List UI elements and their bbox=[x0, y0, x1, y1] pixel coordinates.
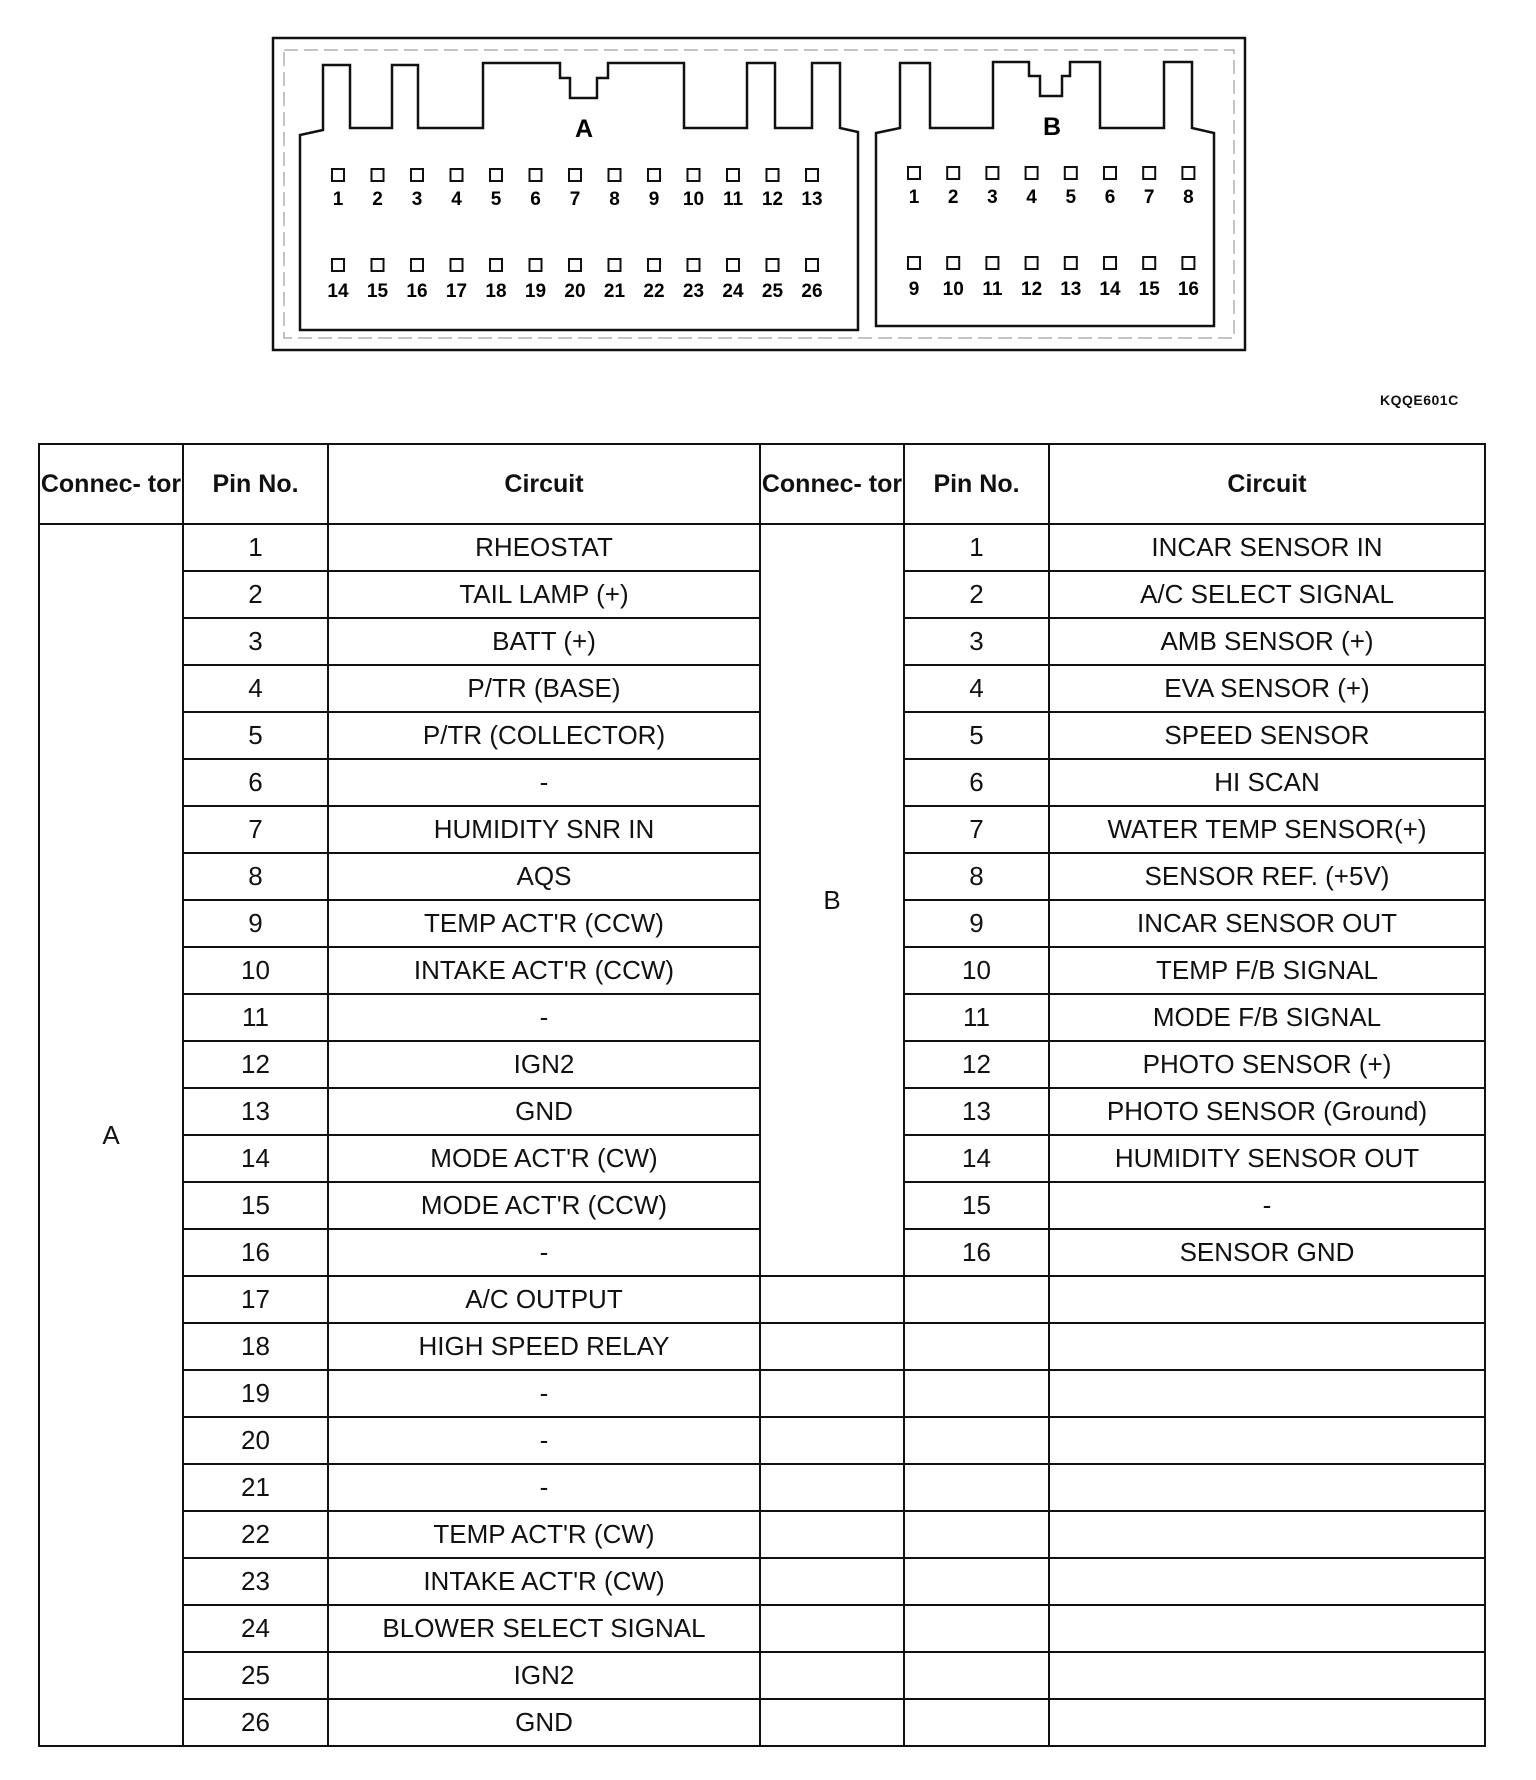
header-pin-b: Pin No. bbox=[904, 444, 1049, 524]
pin-b-cell: 3 bbox=[904, 618, 1049, 665]
empty-cell bbox=[760, 1323, 904, 1370]
circuit-a-cell: P/TR (COLLECTOR) bbox=[328, 712, 760, 759]
pin-number-label: 21 bbox=[603, 281, 626, 302]
circuit-a-cell: P/TR (BASE) bbox=[328, 665, 760, 712]
circuit-b-cell: INCAR SENSOR IN bbox=[1049, 524, 1485, 571]
empty-cell bbox=[904, 1464, 1049, 1511]
circuit-b-cell: PHOTO SENSOR (+) bbox=[1049, 1041, 1485, 1088]
pin-number-label: 2 bbox=[947, 187, 959, 208]
table-row bbox=[39, 1699, 1485, 1746]
pin-b-cell: 8 bbox=[904, 853, 1049, 900]
pin-socket bbox=[947, 167, 959, 179]
empty-cell bbox=[904, 1417, 1049, 1464]
pin-socket bbox=[986, 257, 998, 269]
table-row bbox=[39, 1652, 1485, 1699]
pin-number-label: 12 bbox=[761, 189, 784, 210]
pin-socket bbox=[648, 169, 660, 181]
pin-number-label: 9 bbox=[908, 279, 920, 300]
pin-socket bbox=[767, 259, 779, 271]
pin-number-label: 14 bbox=[327, 281, 349, 302]
circuit-a-cell: - bbox=[328, 759, 760, 806]
pin-number-label: 23 bbox=[682, 281, 705, 302]
pin-number-label: 20 bbox=[564, 281, 586, 302]
pin-b-cell: 9 bbox=[904, 900, 1049, 947]
header-connector-a: Connec- tor bbox=[39, 444, 183, 524]
pin-socket bbox=[1065, 167, 1077, 179]
circuit-a-cell: BLOWER SELECT SIGNAL bbox=[328, 1605, 760, 1652]
circuit-a-cell: HIGH SPEED RELAY bbox=[328, 1323, 760, 1370]
pin-number-label: 6 bbox=[1104, 187, 1116, 208]
empty-cell bbox=[904, 1511, 1049, 1558]
circuit-b-cell: EVA SENSOR (+) bbox=[1049, 665, 1485, 712]
pin-a-cell: 16 bbox=[183, 1229, 328, 1276]
pin-socket bbox=[451, 169, 463, 181]
pin-number-label: 11 bbox=[722, 189, 744, 210]
pin-table bbox=[38, 443, 1486, 1747]
pin-b-cell: 11 bbox=[904, 994, 1049, 1041]
pin-socket bbox=[490, 169, 502, 181]
circuit-a-cell: IGN2 bbox=[328, 1652, 760, 1699]
pin-socket bbox=[372, 259, 384, 271]
empty-cell bbox=[760, 1558, 904, 1605]
circuit-b-cell: TEMP F/B SIGNAL bbox=[1049, 947, 1485, 994]
pin-socket bbox=[569, 259, 581, 271]
pin-socket bbox=[1104, 167, 1116, 179]
pin-number-label: 13 bbox=[801, 189, 823, 210]
pin-b-cell: 16 bbox=[904, 1229, 1049, 1276]
pin-a-cell: 7 bbox=[183, 806, 328, 853]
pin-number-label: 5 bbox=[490, 189, 502, 210]
pin-socket bbox=[767, 169, 779, 181]
empty-cell bbox=[760, 1370, 904, 1417]
circuit-a-cell: - bbox=[328, 994, 760, 1041]
pin-a-cell: 2 bbox=[183, 571, 328, 618]
pin-socket bbox=[908, 167, 920, 179]
pin-a-cell: 12 bbox=[183, 1041, 328, 1088]
empty-cell bbox=[1049, 1511, 1485, 1558]
circuit-a-cell: GND bbox=[328, 1699, 760, 1746]
circuit-a-cell: A/C OUTPUT bbox=[328, 1276, 760, 1323]
pin-number-label: 12 bbox=[1021, 279, 1043, 300]
connector-a-cell: A bbox=[39, 524, 183, 1746]
connector-a-label: A bbox=[574, 115, 594, 143]
pin-number-label: 9 bbox=[648, 189, 660, 210]
pin-a-cell: 14 bbox=[183, 1135, 328, 1182]
pin-socket bbox=[332, 259, 344, 271]
pin-socket bbox=[727, 169, 739, 181]
pin-a-cell: 11 bbox=[183, 994, 328, 1041]
circuit-a-cell: MODE ACT'R (CCW) bbox=[328, 1182, 760, 1229]
table-row bbox=[39, 1323, 1485, 1370]
pin-a-cell: 19 bbox=[183, 1370, 328, 1417]
table-row bbox=[39, 1558, 1485, 1605]
pin-socket bbox=[411, 259, 423, 271]
empty-cell bbox=[1049, 1652, 1485, 1699]
empty-cell bbox=[904, 1323, 1049, 1370]
pin-socket bbox=[569, 169, 581, 181]
header-circuit-b: Circuit bbox=[1049, 444, 1485, 524]
pin-socket bbox=[332, 169, 344, 181]
pin-b-cell: 12 bbox=[904, 1041, 1049, 1088]
empty-cell bbox=[760, 1276, 904, 1323]
circuit-b-cell: HUMIDITY SENSOR OUT bbox=[1049, 1135, 1485, 1182]
header-pin-a: Pin No. bbox=[183, 444, 328, 524]
pin-socket bbox=[372, 169, 384, 181]
pin-number-label: 16 bbox=[406, 281, 428, 302]
pin-a-cell: 22 bbox=[183, 1511, 328, 1558]
circuit-b-cell: HI SCAN bbox=[1049, 759, 1485, 806]
pin-socket bbox=[806, 259, 818, 271]
pin-socket bbox=[1143, 257, 1155, 269]
pin-number-label: 14 bbox=[1099, 279, 1121, 300]
empty-cell bbox=[1049, 1370, 1485, 1417]
pin-number-label: 24 bbox=[722, 281, 744, 302]
circuit-b-cell: WATER TEMP SENSOR(+) bbox=[1049, 806, 1485, 853]
circuit-a-cell: TEMP ACT'R (CW) bbox=[328, 1511, 760, 1558]
circuit-a-cell: IGN2 bbox=[328, 1041, 760, 1088]
pin-socket bbox=[908, 257, 920, 269]
pin-number-label: 22 bbox=[643, 281, 665, 302]
pin-number-label: 3 bbox=[411, 189, 423, 210]
circuit-a-cell: RHEOSTAT bbox=[328, 524, 760, 571]
pin-number-label: 5 bbox=[1065, 187, 1077, 208]
pin-number-label: 10 bbox=[682, 189, 705, 210]
pin-a-cell: 18 bbox=[183, 1323, 328, 1370]
circuit-a-cell: BATT (+) bbox=[328, 618, 760, 665]
empty-cell bbox=[1049, 1605, 1485, 1652]
table-row bbox=[39, 1464, 1485, 1511]
pin-number-label: 16 bbox=[1177, 279, 1199, 300]
pin-a-cell: 15 bbox=[183, 1182, 328, 1229]
pin-number-label: 17 bbox=[445, 281, 468, 302]
empty-cell bbox=[904, 1370, 1049, 1417]
circuit-a-cell: HUMIDITY SNR IN bbox=[328, 806, 760, 853]
pin-number-label: 2 bbox=[372, 189, 383, 210]
pin-b-cell: 4 bbox=[904, 665, 1049, 712]
pin-number-label: 19 bbox=[524, 281, 547, 302]
pin-number-label: 1 bbox=[908, 187, 920, 208]
circuit-a-cell: - bbox=[328, 1370, 760, 1417]
circuit-b-cell: AMB SENSOR (+) bbox=[1049, 618, 1485, 665]
pin-a-cell: 21 bbox=[183, 1464, 328, 1511]
pin-socket bbox=[1143, 167, 1155, 179]
pin-a-cell: 3 bbox=[183, 618, 328, 665]
circuit-a-cell: GND bbox=[328, 1088, 760, 1135]
circuit-b-cell: A/C SELECT SIGNAL bbox=[1049, 571, 1485, 618]
pin-b-cell: 10 bbox=[904, 947, 1049, 994]
pin-socket bbox=[688, 169, 700, 181]
pin-number-label: 18 bbox=[485, 281, 507, 302]
circuit-a-cell: INTAKE ACT'R (CCW) bbox=[328, 947, 760, 994]
pin-number-label: 15 bbox=[366, 281, 389, 302]
empty-cell bbox=[1049, 1464, 1485, 1511]
pin-table-body bbox=[39, 524, 1485, 1746]
header-connector-b: Connec- tor bbox=[760, 444, 904, 524]
pin-socket bbox=[609, 169, 621, 181]
pin-b-cell: 13 bbox=[904, 1088, 1049, 1135]
empty-cell bbox=[904, 1652, 1049, 1699]
pin-number-label: 15 bbox=[1138, 279, 1160, 300]
pin-number-label: 11 bbox=[982, 279, 1003, 300]
pin-socket bbox=[648, 259, 660, 271]
circuit-b-cell: SENSOR GND bbox=[1049, 1229, 1485, 1276]
empty-cell bbox=[760, 1605, 904, 1652]
pin-number-label: 3 bbox=[987, 187, 998, 208]
circuit-a-cell: - bbox=[328, 1229, 760, 1276]
pin-socket bbox=[688, 259, 700, 271]
empty-cell bbox=[904, 1558, 1049, 1605]
pin-socket bbox=[986, 167, 998, 179]
pin-socket bbox=[609, 259, 621, 271]
table-row bbox=[39, 1605, 1485, 1652]
pin-number-label: 7 bbox=[1143, 187, 1155, 208]
table-row bbox=[39, 1370, 1485, 1417]
empty-cell bbox=[760, 1699, 904, 1746]
empty-cell bbox=[1049, 1558, 1485, 1605]
pin-a-cell: 9 bbox=[183, 900, 328, 947]
pin-socket bbox=[1026, 167, 1038, 179]
empty-cell bbox=[1049, 1699, 1485, 1746]
pin-socket bbox=[451, 259, 463, 271]
pin-a-cell: 1 bbox=[183, 524, 328, 571]
pin-b-cell: 14 bbox=[904, 1135, 1049, 1182]
circuit-a-cell: TEMP ACT'R (CCW) bbox=[328, 900, 760, 947]
pin-number-label: 6 bbox=[530, 189, 541, 210]
empty-cell bbox=[760, 1464, 904, 1511]
pin-a-cell: 10 bbox=[183, 947, 328, 994]
pin-a-cell: 13 bbox=[183, 1088, 328, 1135]
connector-diagram bbox=[0, 0, 1536, 370]
connector-b-housing bbox=[876, 62, 1214, 326]
pin-a-cell: 26 bbox=[183, 1699, 328, 1746]
table-header-row bbox=[39, 444, 1485, 524]
empty-cell bbox=[760, 1652, 904, 1699]
pin-socket bbox=[530, 169, 542, 181]
pin-number-label: 10 bbox=[942, 279, 964, 300]
empty-cell bbox=[1049, 1323, 1485, 1370]
header-circuit-a: Circuit bbox=[328, 444, 760, 524]
pin-b-cell: 2 bbox=[904, 571, 1049, 618]
pin-a-cell: 17 bbox=[183, 1276, 328, 1323]
pin-socket bbox=[411, 169, 423, 181]
pin-number-label: 1 bbox=[332, 189, 344, 210]
connector-b-label: B bbox=[1042, 113, 1062, 141]
pin-a-cell: 20 bbox=[183, 1417, 328, 1464]
circuit-a-cell: AQS bbox=[328, 853, 760, 900]
pin-a-cell: 8 bbox=[183, 853, 328, 900]
pin-socket bbox=[530, 259, 542, 271]
figure-code: KQQE601C bbox=[1380, 392, 1459, 408]
pin-number-label: 13 bbox=[1060, 279, 1082, 300]
pin-layer bbox=[327, 167, 1199, 302]
empty-cell bbox=[760, 1511, 904, 1558]
circuit-b-cell: SPEED SENSOR bbox=[1049, 712, 1485, 759]
empty-cell bbox=[904, 1276, 1049, 1323]
pin-socket bbox=[1182, 257, 1194, 269]
empty-cell bbox=[1049, 1417, 1485, 1464]
pin-socket bbox=[727, 259, 739, 271]
table-row bbox=[39, 1511, 1485, 1558]
circuit-b-cell: INCAR SENSOR OUT bbox=[1049, 900, 1485, 947]
pin-b-cell: 6 bbox=[904, 759, 1049, 806]
circuit-b-cell: PHOTO SENSOR (Ground) bbox=[1049, 1088, 1485, 1135]
pin-a-cell: 6 bbox=[183, 759, 328, 806]
pin-number-label: 8 bbox=[1183, 187, 1194, 208]
pin-socket bbox=[1065, 257, 1077, 269]
circuit-a-cell: - bbox=[328, 1417, 760, 1464]
circuit-b-cell: SENSOR REF. (+5V) bbox=[1049, 853, 1485, 900]
circuit-a-cell: TAIL LAMP (+) bbox=[328, 571, 760, 618]
pin-a-cell: 25 bbox=[183, 1652, 328, 1699]
table-row bbox=[39, 1417, 1485, 1464]
circuit-a-cell: INTAKE ACT'R (CW) bbox=[328, 1558, 760, 1605]
pin-number-label: 4 bbox=[1026, 187, 1037, 208]
connector-b-cell: B bbox=[760, 524, 904, 1276]
pin-number-label: 25 bbox=[761, 281, 784, 302]
circuit-a-cell: MODE ACT'R (CW) bbox=[328, 1135, 760, 1182]
pin-number-label: 7 bbox=[569, 189, 581, 210]
empty-cell bbox=[760, 1417, 904, 1464]
empty-cell bbox=[1049, 1276, 1485, 1323]
pin-socket bbox=[490, 259, 502, 271]
pin-b-cell: 7 bbox=[904, 806, 1049, 853]
empty-cell bbox=[904, 1699, 1049, 1746]
circuit-a-cell: - bbox=[328, 1464, 760, 1511]
pin-b-cell: 5 bbox=[904, 712, 1049, 759]
pin-number-label: 8 bbox=[609, 189, 620, 210]
pin-a-cell: 5 bbox=[183, 712, 328, 759]
pin-socket bbox=[1182, 167, 1194, 179]
circuit-b-cell: MODE F/B SIGNAL bbox=[1049, 994, 1485, 1041]
table-row bbox=[39, 1276, 1485, 1323]
pin-b-cell: 1 bbox=[904, 524, 1049, 571]
pin-number-label: 4 bbox=[451, 189, 462, 210]
circuit-b-cell: - bbox=[1049, 1182, 1485, 1229]
pin-a-cell: 24 bbox=[183, 1605, 328, 1652]
pin-b-cell: 15 bbox=[904, 1182, 1049, 1229]
pin-socket bbox=[806, 169, 818, 181]
empty-cell bbox=[904, 1605, 1049, 1652]
table-row bbox=[39, 524, 1485, 571]
pin-socket bbox=[947, 257, 959, 269]
pin-a-cell: 23 bbox=[183, 1558, 328, 1605]
pin-a-cell: 4 bbox=[183, 665, 328, 712]
pin-number-label: 26 bbox=[801, 281, 823, 302]
pin-socket bbox=[1104, 257, 1116, 269]
pin-socket bbox=[1026, 257, 1038, 269]
